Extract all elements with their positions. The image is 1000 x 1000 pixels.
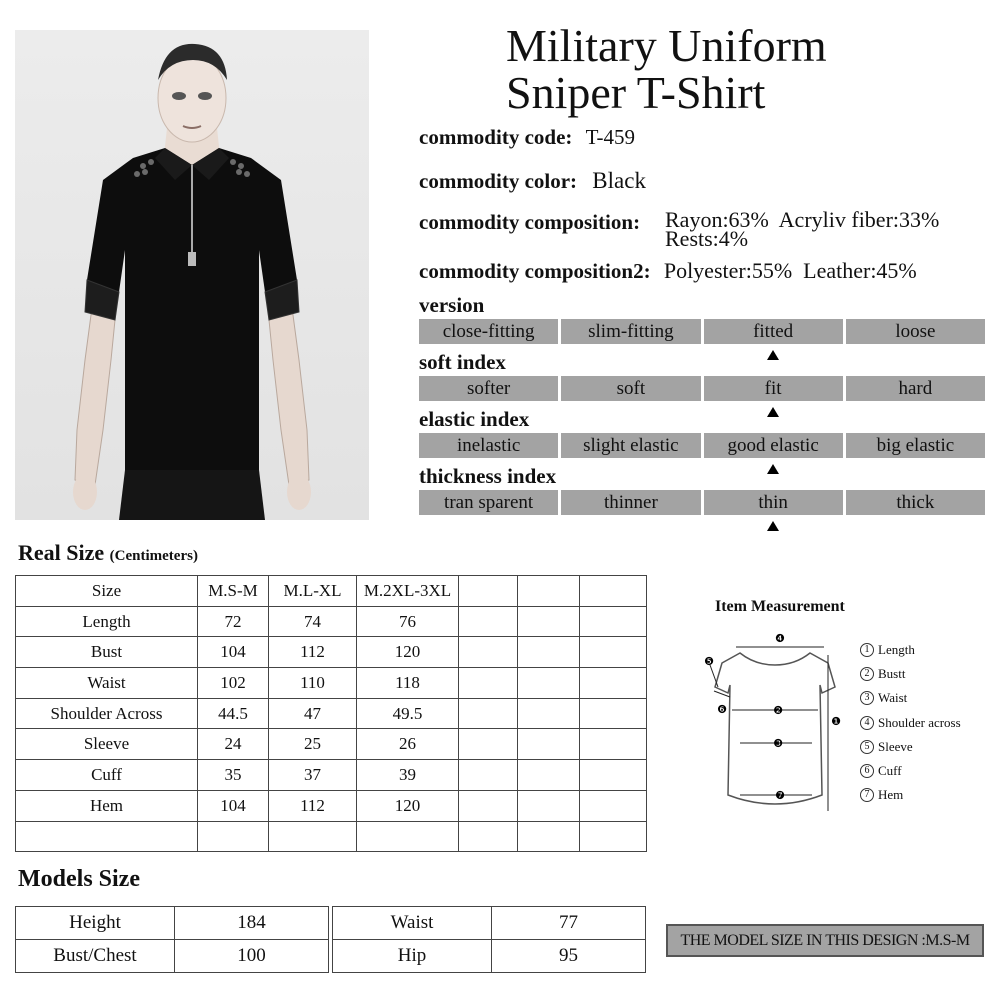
real-size-cell	[357, 821, 459, 852]
legend-number: 1	[860, 643, 874, 657]
real-size-cell	[16, 821, 198, 852]
real-size-cell	[459, 729, 518, 760]
real-size-row	[16, 698, 647, 729]
real-size-row	[16, 760, 647, 791]
elastic-index-option: slight elastic	[561, 433, 700, 458]
commodity-composition-values	[665, 207, 940, 251]
real-size-cell: Bust	[16, 637, 198, 668]
soft-index-option: softer	[419, 376, 558, 401]
commodity-code	[419, 126, 635, 148]
commodity-composition2-value: Polyester:55% Leather:45%	[663, 258, 917, 283]
commodity-color-value: Black	[592, 168, 646, 193]
legend-item	[860, 686, 961, 710]
measurement-legend	[860, 638, 961, 807]
models-size-row	[16, 907, 329, 940]
selected-triangle-icon	[767, 464, 779, 474]
selected-triangle-icon	[767, 407, 779, 417]
soft-index-bar	[419, 376, 985, 401]
real-size-cell: 102	[198, 668, 269, 699]
real-size-cell	[459, 821, 518, 852]
legend-label: Bustt	[878, 666, 906, 682]
legend-label: Shoulder across	[878, 714, 961, 730]
model-size-note: THE MODEL SIZE IN THIS DESIGN :M.S-M	[666, 924, 984, 957]
real-size-cell: 112	[269, 637, 357, 668]
models-size-title: Models Size	[18, 866, 140, 892]
svg-text:❷: ❷	[773, 704, 783, 717]
real-size-cell: Sleeve	[16, 729, 198, 760]
legend-label: Waist	[878, 690, 908, 706]
real-size-row	[16, 668, 647, 699]
real-size-row	[16, 821, 647, 852]
legend-item	[860, 759, 961, 783]
commodity-color-label: commodity color:	[419, 169, 578, 193]
soft-index-option: hard	[846, 376, 985, 401]
real-size-cell	[198, 821, 269, 852]
composition-value-2: Rests:4%	[665, 226, 749, 251]
real-size-heading	[18, 540, 198, 566]
thickness-index-option: tran sparent	[419, 490, 558, 515]
real-size-cell: 76	[357, 606, 459, 637]
real-size-cell: 25	[269, 729, 357, 760]
elastic-index-option-selected	[704, 433, 843, 458]
version-option-text: fitted	[753, 321, 794, 342]
version-option: slim-fitting	[561, 319, 700, 344]
thickness-index-label: thickness index	[419, 464, 557, 488]
real-size-cell: 118	[357, 668, 459, 699]
real-size-cell	[580, 760, 647, 791]
real-size-header-cell	[459, 576, 518, 607]
svg-text:❶: ❶	[831, 715, 841, 728]
real-size-unit: (Centimeters)	[109, 548, 198, 564]
models-size-table-left	[15, 906, 329, 973]
elastic-index-label: elastic index	[419, 407, 530, 431]
real-size-cell	[518, 637, 580, 668]
legend-item	[860, 735, 961, 759]
real-size-cell	[459, 760, 518, 791]
elastic-index-option-text: good elastic	[727, 435, 819, 456]
item-measurement-title: Item Measurement	[715, 598, 845, 615]
legend-number: 7	[860, 788, 874, 802]
legend-item	[860, 783, 961, 807]
models-size-label: Height	[16, 907, 175, 940]
real-size-cell: Cuff	[16, 760, 198, 791]
version-option: loose	[846, 319, 985, 344]
legend-label: Hem	[878, 787, 904, 803]
legend-number: 4	[860, 716, 874, 730]
real-size-header-cell: M.S-M	[198, 576, 269, 607]
models-size-row	[16, 940, 329, 973]
models-size-label: Waist	[333, 907, 492, 940]
real-size-cell: 47	[269, 698, 357, 729]
real-size-cell	[459, 637, 518, 668]
legend-label: Length	[878, 642, 915, 657]
real-size-cell	[459, 698, 518, 729]
real-size-header-row	[16, 576, 647, 607]
real-size-header-cell: M.L-XL	[269, 576, 357, 607]
models-size-row	[333, 940, 646, 973]
real-size-cell: Waist	[16, 668, 198, 699]
real-size-cell	[269, 821, 357, 852]
legend-number: 3	[860, 691, 874, 705]
real-size-cell: 49.5	[357, 698, 459, 729]
legend-item	[860, 662, 961, 686]
real-size-row	[16, 637, 647, 668]
real-size-cell: 72	[198, 606, 269, 637]
version-bar	[419, 319, 985, 344]
real-size-cell	[459, 668, 518, 699]
real-size-cell: 110	[269, 668, 357, 699]
thickness-index-option: thick	[846, 490, 985, 515]
real-size-cell	[459, 606, 518, 637]
svg-text:❺: ❺	[704, 655, 714, 668]
real-size-cell	[580, 637, 647, 668]
commodity-composition	[419, 211, 640, 233]
models-size-row	[333, 907, 646, 940]
models-size-value: 184	[175, 907, 329, 940]
composition-value-1: Rayon:63% Acryliv fiber:33%	[665, 207, 940, 232]
real-size-cell	[518, 606, 580, 637]
product-title	[506, 22, 827, 116]
real-size-cell	[518, 729, 580, 760]
real-size-cell: Shoulder Across	[16, 698, 198, 729]
real-size-cell: 35	[198, 760, 269, 791]
real-size-cell: Hem	[16, 790, 198, 821]
real-size-row	[16, 790, 647, 821]
real-size-cell	[518, 821, 580, 852]
real-size-cell	[518, 698, 580, 729]
real-size-cell	[580, 668, 647, 699]
thickness-index-option-text: thin	[758, 492, 788, 513]
real-size-cell: 120	[357, 790, 459, 821]
commodity-composition2-label: commodity composition2:	[419, 259, 651, 283]
title-line-2: Sniper T-Shirt	[506, 67, 766, 118]
models-size-label: Bust/Chest	[16, 940, 175, 973]
real-size-cell	[459, 790, 518, 821]
version-option: close-fitting	[419, 319, 558, 344]
real-size-row	[16, 729, 647, 760]
real-size-cell	[518, 790, 580, 821]
legend-item	[860, 711, 961, 735]
real-size-cell	[518, 668, 580, 699]
soft-index-option-text: fit	[764, 378, 782, 399]
real-size-header-cell: Size	[16, 576, 198, 607]
commodity-code-label: commodity code:	[419, 125, 573, 149]
svg-text:❸: ❸	[773, 737, 783, 750]
real-size-cell: 44.5	[198, 698, 269, 729]
real-size-cell: 24	[198, 729, 269, 760]
shirt-measurement-diagram	[700, 625, 850, 820]
thickness-index-option: thinner	[561, 490, 700, 515]
real-size-title: Real Size	[18, 540, 105, 565]
real-size-cell	[580, 729, 647, 760]
legend-number: 2	[860, 667, 874, 681]
soft-index-option-selected	[704, 376, 843, 401]
thickness-index-option-selected	[704, 490, 843, 515]
thickness-index-bar	[419, 490, 985, 515]
shirt-outline	[715, 653, 835, 804]
real-size-table	[15, 575, 647, 852]
models-size-table-right	[332, 906, 646, 973]
model-illustration	[15, 30, 369, 520]
svg-text:❹: ❹	[775, 632, 785, 645]
real-size-cell: 74	[269, 606, 357, 637]
title-line-1: Military Uniform	[506, 20, 827, 71]
commodity-composition2	[419, 260, 917, 282]
commodity-composition-label: commodity composition:	[419, 210, 641, 234]
real-size-header-cell	[518, 576, 580, 607]
svg-text:❼: ❼	[775, 789, 785, 802]
real-size-header-cell	[580, 576, 647, 607]
real-size-header-cell: M.2XL-3XL	[357, 576, 459, 607]
elastic-index-option: big elastic	[846, 433, 985, 458]
version-option-selected	[704, 319, 843, 344]
real-size-cell: 112	[269, 790, 357, 821]
real-size-cell	[580, 606, 647, 637]
real-size-cell: 39	[357, 760, 459, 791]
selected-triangle-icon	[767, 521, 779, 531]
real-size-cell	[580, 698, 647, 729]
real-size-cell	[518, 760, 580, 791]
elastic-index-bar	[419, 433, 985, 458]
real-size-cell	[580, 821, 647, 852]
real-size-cell	[580, 790, 647, 821]
models-size-label: Hip	[333, 940, 492, 973]
real-size-cell: Length	[16, 606, 198, 637]
real-size-row	[16, 606, 647, 637]
models-size-value: 77	[492, 907, 646, 940]
elastic-index-option: inelastic	[419, 433, 558, 458]
real-size-cell: 37	[269, 760, 357, 791]
models-size-value: 100	[175, 940, 329, 973]
commodity-code-value: T-459	[585, 125, 636, 149]
legend-number: 5	[860, 740, 874, 754]
legend-label: Cuff	[878, 762, 902, 778]
version-label: version	[419, 293, 485, 317]
product-photo	[15, 30, 369, 520]
models-size-value: 95	[492, 940, 646, 973]
legend-item	[860, 638, 961, 662]
commodity-color	[419, 170, 646, 192]
real-size-cell: 26	[357, 729, 459, 760]
real-size-cell: 120	[357, 637, 459, 668]
soft-index-option: soft	[561, 376, 700, 401]
soft-index-label: soft index	[419, 350, 506, 374]
legend-label: Sleeve	[878, 738, 913, 754]
legend-number: 6	[860, 764, 874, 778]
selected-triangle-icon	[767, 350, 779, 360]
real-size-cell: 104	[198, 637, 269, 668]
svg-text:❻: ❻	[717, 703, 727, 716]
real-size-cell: 104	[198, 790, 269, 821]
